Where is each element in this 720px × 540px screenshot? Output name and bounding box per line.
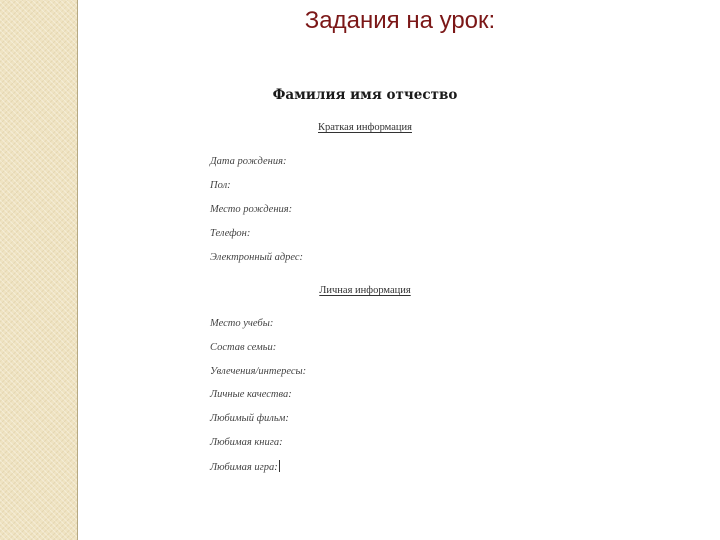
personal-info-fields [210, 317, 306, 484]
field-birth-place: Место рождения: [210, 204, 293, 215]
field-birth-date: Дата рождения: [210, 156, 287, 167]
field-family: Состав семьи: [210, 341, 277, 353]
field-favorite-film: Любимый фильм: [210, 413, 289, 425]
field-email: Электронный адрес: [210, 252, 304, 263]
resume-template-image [205, 85, 525, 485]
section-title-personal-info [205, 284, 525, 298]
field-favorite-game [210, 460, 306, 484]
decorative-side-strip [0, 0, 78, 540]
document-heading: Фамилия имя отчество [272, 87, 458, 103]
field-personal-qualities: Личные качества: [210, 389, 292, 401]
field-favorite-game-label: Любимая игра: [210, 461, 278, 473]
field-study-place: Место учебы: [210, 318, 274, 329]
section-title-brief-info [205, 121, 525, 135]
field-gender: Пол: [210, 180, 231, 191]
section-title-text: Краткая информация [318, 122, 412, 133]
text-cursor-icon [279, 460, 280, 472]
section-title-text: Личная информация [319, 285, 411, 296]
field-phone: Телефон: [210, 228, 251, 239]
field-favorite-book: Любимая книга: [210, 436, 283, 448]
slide-title: Задания на урок: [304, 7, 496, 34]
brief-info-fields [210, 155, 303, 275]
field-hobbies: Увлечения/интересы: [210, 365, 307, 377]
